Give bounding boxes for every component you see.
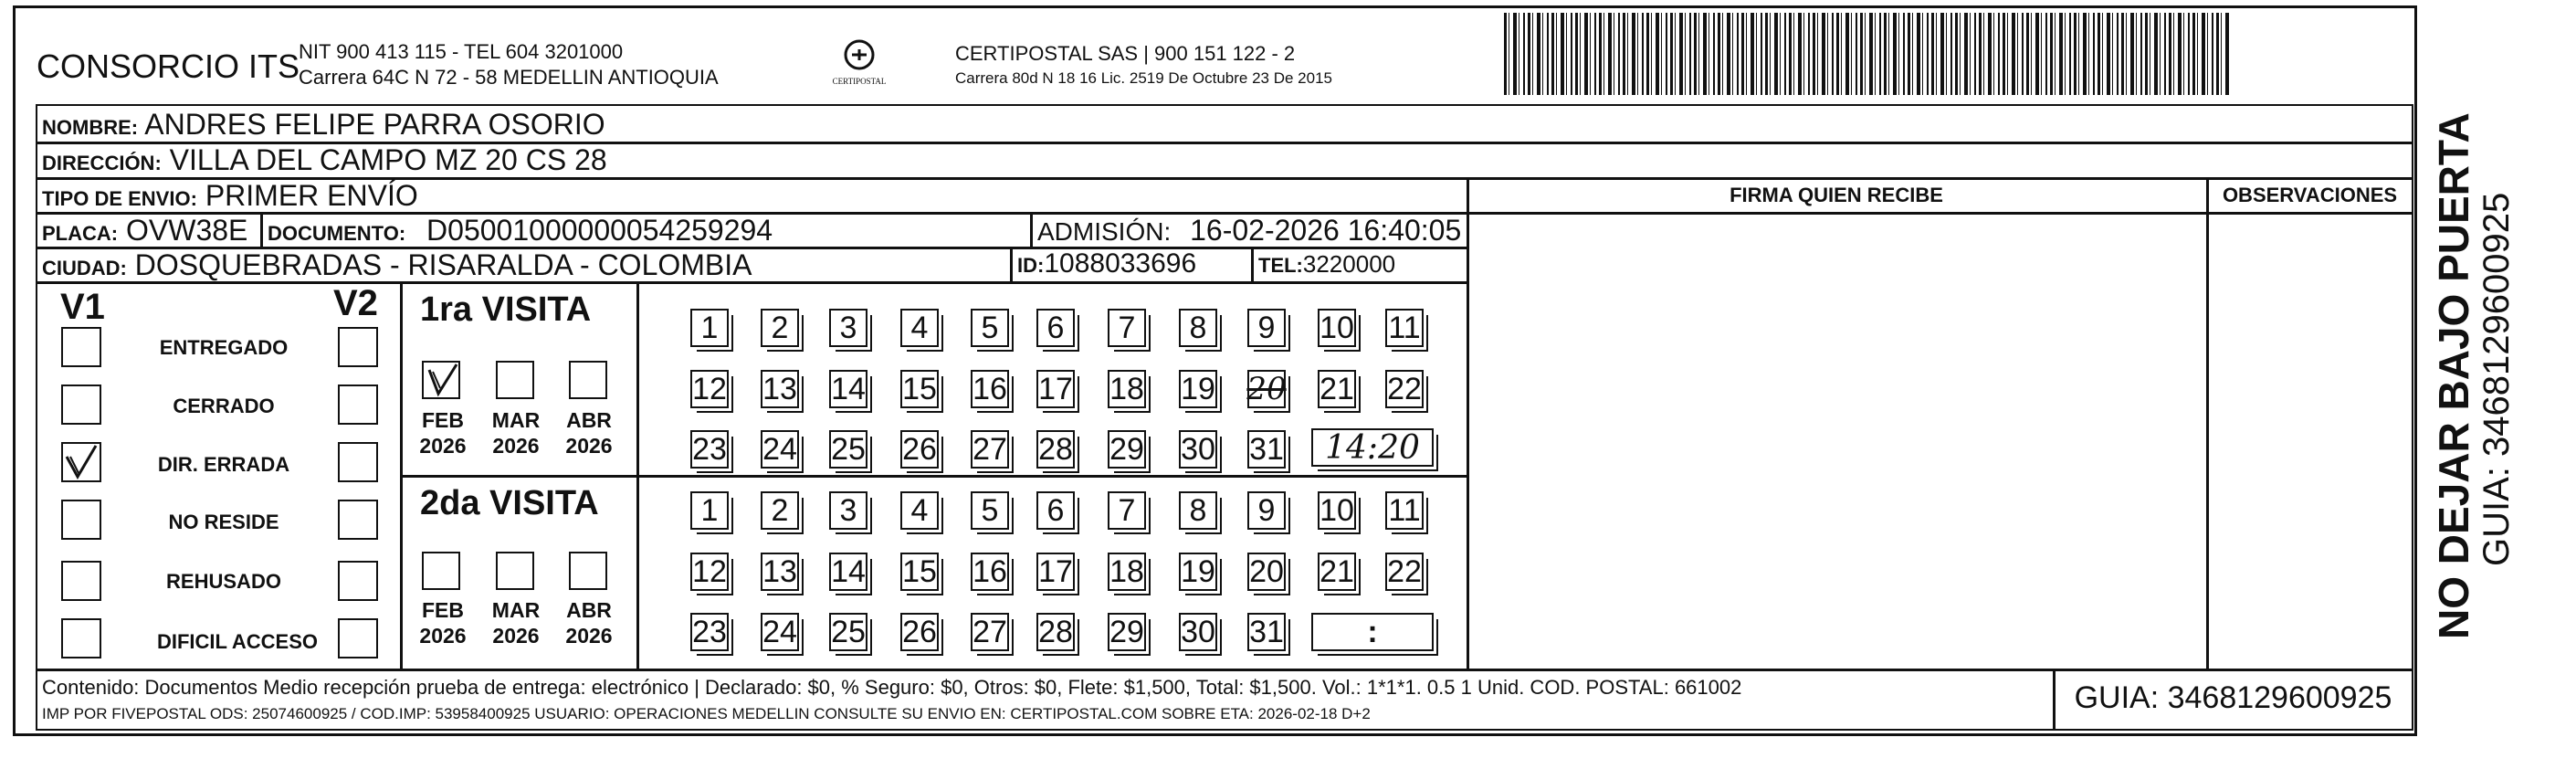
company-name: CONSORCIO ITS — [37, 47, 300, 85]
status-label-no-reside: NO RESIDE — [168, 511, 279, 533]
visit2-day-24[interactable]: 24 — [761, 613, 799, 651]
cert-line2: Carrera 80d N 18 16 Lic. 2519 De Octubre 23 De 2015 — [955, 69, 1332, 87]
visit2-day-20[interactable]: 20 — [1247, 553, 1286, 591]
visit1-day-13[interactable]: 13 — [761, 370, 799, 408]
visit2-day-29[interactable]: 29 — [1108, 613, 1146, 651]
visit1-day-23[interactable]: 23 — [690, 430, 729, 469]
admision-label: ADMISIÓN: — [1037, 217, 1172, 246]
visit2-day-12[interactable]: 12 — [690, 553, 729, 591]
visit1-day-29[interactable]: 29 — [1108, 430, 1146, 469]
visit2-day-26[interactable]: 26 — [900, 613, 939, 651]
ciudad-value: DOSQUEBRADAS - RISARALDA - COLOMBIA — [134, 248, 752, 281]
footer-line1: Contenido: Documentos Medio recepción prueba de entrega: electrónico | Declarado: $0, % Seguro: $0, Otros: $0, Flete: $1,500, Total: $1,500. Vol.: 1*1*1. 0.5 1 Unid. COD. POSTAL: 661002 — [42, 676, 1742, 699]
ciudad-label: CIUDAD: — [42, 257, 127, 279]
documento-value: D05001000000054259294 — [426, 214, 773, 247]
status-label-dir-errada: DIR. ERRADA — [157, 453, 290, 476]
visit1-day-2[interactable]: 2 — [761, 309, 799, 347]
nombre-label: NOMBRE: — [42, 116, 139, 139]
v1-checkbox-dificil-acceso[interactable] — [61, 618, 101, 658]
status-label-entregado: ENTREGADO — [159, 336, 289, 359]
v1-checkbox-no-reside[interactable] — [61, 500, 101, 540]
visit1-month-feb: FEB 2026 — [419, 408, 467, 458]
tel-label: TEL: — [1258, 254, 1303, 277]
visit2-day-19[interactable]: 19 — [1179, 553, 1217, 591]
checkmark-icon — [424, 363, 460, 399]
visit2-day-22[interactable]: 22 — [1385, 553, 1424, 591]
visit1-day-9[interactable]: 9 — [1247, 309, 1286, 347]
visit1-time-box[interactable]: 14:20 — [1311, 428, 1434, 467]
visit1-month-abr-checkbox[interactable] — [569, 361, 607, 399]
v1-checkbox-rehusado[interactable] — [61, 561, 101, 601]
status-label-rehusado: REHUSADO — [166, 570, 281, 593]
visit1-day-22[interactable]: 22 — [1385, 370, 1424, 408]
visit1-day-1[interactable]: 1 — [690, 309, 729, 347]
visit2-day-18[interactable]: 18 — [1108, 553, 1146, 591]
v1-checkbox-entregado[interactable] — [61, 327, 101, 367]
v2-checkbox-entregado[interactable] — [338, 327, 378, 367]
admision-value: 16-02-2026 16:40:05 — [1190, 214, 1462, 247]
v2-checkbox-cerrado[interactable] — [338, 384, 378, 425]
id-cell — [1017, 248, 1196, 279]
v1-checkbox-dir-errada[interactable] — [61, 442, 101, 482]
visit2-day-13[interactable]: 13 — [761, 553, 799, 591]
visit2-day-28[interactable]: 28 — [1036, 613, 1075, 651]
visit2-day-8[interactable]: 8 — [1179, 491, 1217, 530]
placa-cell — [42, 214, 247, 248]
nombre-row — [42, 108, 605, 142]
visit2-day-1[interactable]: 1 — [690, 491, 729, 530]
visit2-day-9[interactable]: 9 — [1247, 491, 1286, 530]
visit1-day-11[interactable]: 11 — [1385, 309, 1424, 347]
visit1-day-12[interactable]: 12 — [690, 370, 729, 408]
visit1-day-18[interactable]: 18 — [1108, 370, 1146, 408]
v2-label: V2 — [333, 283, 378, 323]
visit2-month-mar: MAR 2026 — [491, 598, 541, 648]
address-line: Carrera 64C N 72 - 58 MEDELLIN ANTIOQUIA — [299, 66, 719, 89]
checkmark-icon — [63, 444, 100, 480]
v2-checkbox-no-reside[interactable] — [338, 500, 378, 540]
documento-label: DOCUMENTO: — [268, 222, 406, 245]
side-guia: GUIA: 3468129600925 — [2476, 192, 2517, 566]
visit1-day-6[interactable]: 6 — [1036, 309, 1075, 347]
direccion-label: DIRECCIÓN: — [42, 152, 162, 174]
cert-line1: CERTIPOSTAL SAS | 900 151 122 - 2 — [955, 42, 1296, 65]
visit2-month-feb: FEB 2026 — [419, 598, 467, 648]
visit2-day-16[interactable]: 16 — [971, 553, 1009, 591]
visit1-month-mar-checkbox[interactable] — [496, 361, 534, 399]
visit2-day-5[interactable]: 5 — [971, 491, 1009, 530]
visit2-time-box[interactable]: : — [1311, 613, 1434, 651]
documento-cell — [268, 214, 773, 248]
status-label-cerrado: CERRADO — [173, 395, 275, 417]
placa-value: OVW38E — [126, 214, 248, 247]
direccion-row — [42, 143, 607, 177]
visit2-day-31[interactable]: 31 — [1247, 613, 1286, 651]
visit2-month-mar-checkbox[interactable] — [496, 552, 534, 590]
visit1-day-7[interactable]: 7 — [1108, 309, 1146, 347]
visit1-day-31[interactable]: 31 — [1247, 430, 1286, 469]
footer-guia: GUIA: 3468129600925 — [2074, 680, 2392, 715]
tipo-label: TIPO DE ENVIO: — [42, 187, 197, 210]
visit2-day-27[interactable]: 27 — [971, 613, 1009, 651]
visit1-day-4[interactable]: 4 — [900, 309, 939, 347]
visit1-day-24[interactable]: 24 — [761, 430, 799, 469]
visit1-day-8[interactable]: 8 — [1179, 309, 1217, 347]
visit1-day-17[interactable]: 17 — [1036, 370, 1075, 408]
visit2-day-10[interactable]: 10 — [1318, 491, 1356, 530]
visit1-day-30[interactable]: 30 — [1179, 430, 1217, 469]
visit1-day-5[interactable]: 5 — [971, 309, 1009, 347]
visit2-day-2[interactable]: 2 — [761, 491, 799, 530]
id-value: 1088033696 — [1044, 248, 1197, 279]
visit2-day-15[interactable]: 15 — [900, 553, 939, 591]
visit1-day-27[interactable]: 27 — [971, 430, 1009, 469]
visit2-day-17[interactable]: 17 — [1036, 553, 1075, 591]
visit1-day-3[interactable]: 3 — [829, 309, 867, 347]
visit1-day-26[interactable]: 26 — [900, 430, 939, 469]
visit1-day-14[interactable]: 14 — [829, 370, 867, 408]
tipo-row — [42, 179, 418, 213]
v2-checkbox-dir-errada[interactable] — [338, 442, 378, 482]
nombre-value: ANDRES FELIPE PARRA OSORIO — [144, 108, 605, 141]
observaciones-header: OBSERVACIONES — [2222, 184, 2398, 206]
visit2-day-21[interactable]: 21 — [1318, 553, 1356, 591]
visit2-day-3[interactable]: 3 — [829, 491, 867, 530]
v2-checkbox-rehusado[interactable] — [338, 561, 378, 601]
visit2-day-25[interactable]: 25 — [829, 613, 867, 651]
status-label-dificil-acceso: DIFICIL ACCESO — [156, 630, 318, 653]
tipo-value: PRIMER ENVÍO — [205, 179, 418, 212]
barcode — [1504, 13, 2230, 95]
v1-label: V1 — [60, 287, 105, 327]
visit2-day-7[interactable]: 7 — [1108, 491, 1146, 530]
visit1-title: 1ra VISITA — [420, 290, 592, 329]
visit2-day-23[interactable]: 23 — [690, 613, 729, 651]
visit2-day-14[interactable]: 14 — [829, 553, 867, 591]
id-label: ID: — [1017, 254, 1045, 277]
visit2-day-4[interactable]: 4 — [900, 491, 939, 530]
visit1-day-25[interactable]: 25 — [829, 430, 867, 469]
footer-line2: IMP POR FIVEPOSTAL ODS: 25074600925 / COD.IMP: 53958400925 USUARIO: OPERACIONES MEDELLIN CONSULTE SU ENVIO EN: CERTIPOSTAL.COM SOBRE ETA: 2026-02-18 D+2 — [42, 705, 1371, 722]
visit1-day-10[interactable]: 10 — [1318, 309, 1356, 347]
visit2-day-30[interactable]: 30 — [1179, 613, 1217, 651]
tel-cell — [1258, 250, 1395, 279]
visit1-day-19[interactable]: 19 — [1179, 370, 1217, 408]
svg-text:CERTIPOSTAL: CERTIPOSTAL — [832, 77, 887, 86]
visit2-month-abr-checkbox[interactable] — [569, 552, 607, 590]
placa-label: PLACA: — [42, 222, 119, 245]
visit2-title: 2da VISITA — [420, 484, 599, 522]
visit1-day-16[interactable]: 16 — [971, 370, 1009, 408]
v1-checkbox-cerrado[interactable] — [61, 384, 101, 425]
visit1-day-28[interactable]: 28 — [1036, 430, 1075, 469]
certipostal-logo-icon — [832, 37, 887, 93]
direccion-value: VILLA DEL CAMPO MZ 20 CS 28 — [169, 143, 607, 176]
visit2-day-6[interactable]: 6 — [1036, 491, 1075, 530]
firma-header: FIRMA QUIEN RECIBE — [1730, 184, 1943, 206]
v2-checkbox-dificil-acceso[interactable] — [338, 618, 378, 658]
visit2-month-feb-checkbox[interactable] — [422, 552, 460, 590]
ciudad-cell — [42, 248, 752, 282]
visit1-day-15[interactable]: 15 — [900, 370, 939, 408]
side-warning: NO DEJAR BAJO PUERTA — [2430, 112, 2477, 639]
tel-value: 3220000 — [1302, 250, 1396, 278]
visit1-month-abr: ABR 2026 — [565, 408, 613, 458]
visit1-day-20[interactable]: 20 — [1246, 371, 1287, 407]
visit2-day-11[interactable]: 11 — [1385, 491, 1424, 530]
visit2-month-abr: ABR 2026 — [565, 598, 613, 648]
visit1-month-mar: MAR 2026 — [491, 408, 541, 458]
visit1-day-21[interactable]: 21 — [1318, 370, 1356, 408]
admision-cell — [1037, 214, 1461, 248]
visit1-month-feb-checkbox[interactable] — [422, 361, 460, 399]
nit-line: NIT 900 413 115 - TEL 604 3201000 — [299, 40, 624, 63]
